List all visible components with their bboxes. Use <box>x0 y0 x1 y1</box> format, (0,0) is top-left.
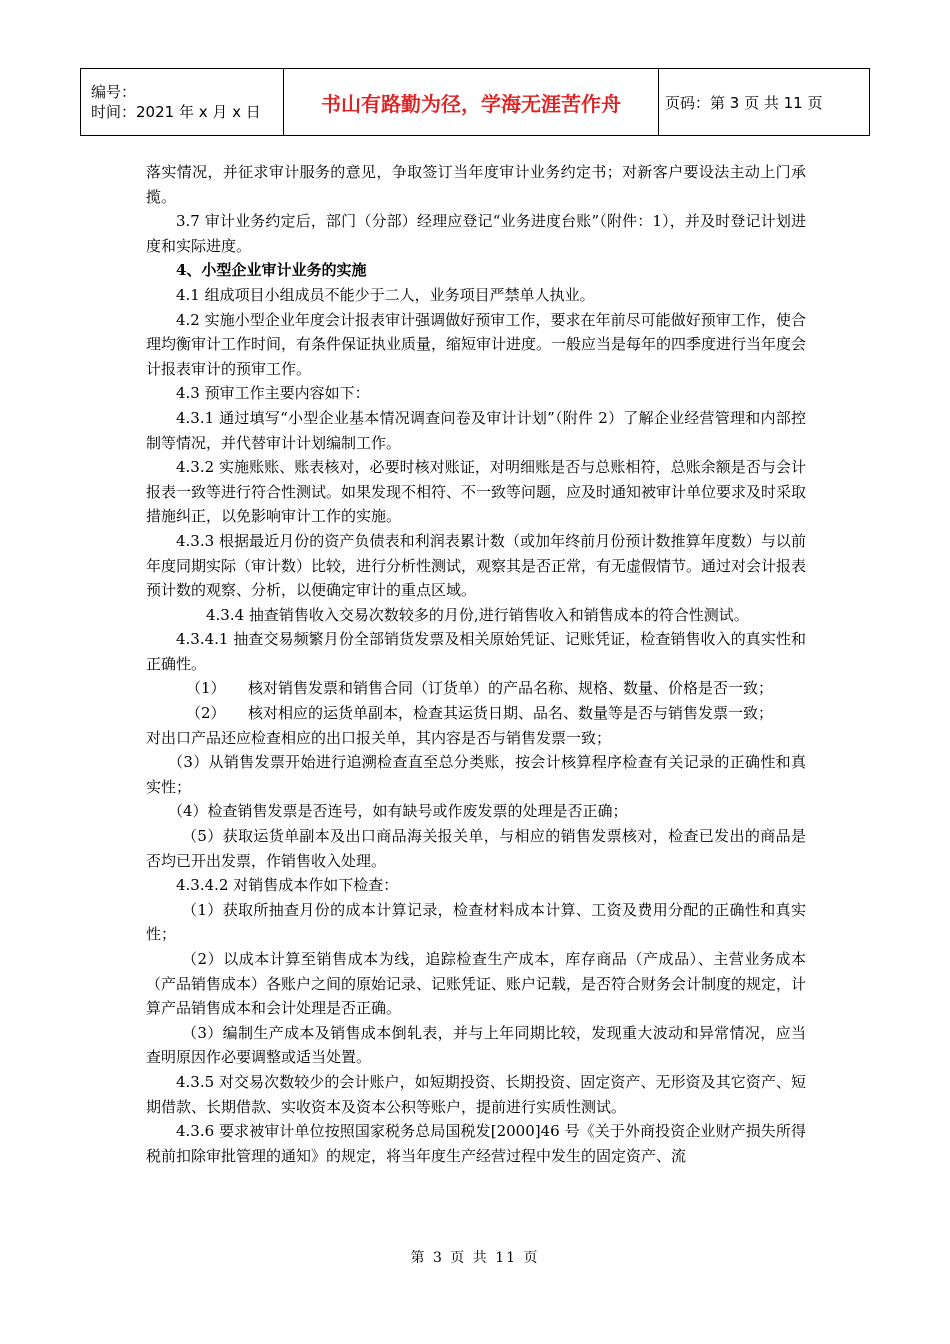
header-motto-cell <box>284 69 659 136</box>
document-date-label: 时间：2021 年 x 月 x 日 <box>91 103 261 121</box>
motto-text: 书山有路勤为径，学海无涯苦作舟 <box>321 91 621 116</box>
list-item <box>146 701 806 726</box>
document-body <box>146 160 806 1168</box>
body-paragraph: （1）获取所抽查月份的成本计算记录，检查材料成本计算、工资及费用分配的正确性和真实性； <box>146 900 806 944</box>
list-item-number: （1） <box>186 679 226 698</box>
body-paragraph: 4.3.5 对交易次数较少的会计账户，如短期投资、长期投资、固定资产、无形资及其它资产、短期借款、长期借款、实收资本及资本公积等账户，提前进行实质性测试。 <box>146 1072 806 1116</box>
list-item-text: 核对销售发票和销售合同（订货单）的产品名称、规格、数量、价格是否一致； <box>248 679 774 698</box>
body-paragraph: （4）检查销售发票是否连号，如有缺号或作废发票的处理是否正确； <box>168 802 628 821</box>
body-paragraph: 4.3.6 要求被审计单位按照国家税务总局国税发[2000]46 号《关于外商投资企业财产损失所得税前扣除审批管理的通知》的规定，将当年度生产经营过程中发生的固定资产、流 <box>146 1122 806 1165</box>
body-paragraph: 4.3.4.2 对销售成本作如下检查： <box>176 876 399 895</box>
header-page-cell <box>659 69 870 136</box>
body-paragraph: 4.3.2 实施账账、账表核对，必要时核对账证，对明细账是否与总账相符，总账余额是否与会计报表一致等进行符合性测试。如果发现不相符、不一致等问题，应及时通知被审计单位要求及时采取措施纠正，以免影响审计工作的实施。 <box>146 458 807 526</box>
body-paragraph: 对出口产品还应检查相应的出口报关单，其内容是否与销售发票一致； <box>146 728 612 747</box>
page-header <box>80 68 870 136</box>
page-number-info: 页码：第 3 页 共 11 页 <box>665 93 823 112</box>
body-paragraph: （3）编制生产成本及销售成本倒轧表，并与上年同期比较，发现重大波动和异常情况，应当查明原因作必要调整或适当处置。 <box>146 1023 806 1067</box>
body-paragraph: 4.3.1 通过填写“小型企业基本情况调查问卷及审计计划”（附件 2）了解企业经营管理和内部控制等情况，并代替审计计划编制工作。 <box>146 408 806 452</box>
body-paragraph: 落实情况，并征求审计服务的意见，争取签订当年度审计业务约定书；对新客户要设法主动上门承揽。 <box>146 163 806 206</box>
body-paragraph: 4.3.4.1 抽查交易频繁月份全部销货发票及相关原始凭证、记账凭证，检查销售收入的真实性和正确性。 <box>146 630 806 673</box>
page-footer: 第 3 页 共 11 页 <box>410 1250 540 1266</box>
body-paragraph: 4.2 实施小型企业年度会计报表审计强调做好预审工作，要求在年前尽可能做好预审工作，使合理均衡审计工作时间，有条件保证执业质量，缩短审计进度。一般应当是每年的四季度进行当年度会计报表审计的预审工作。 <box>146 310 807 378</box>
header-meta-cell <box>81 69 284 136</box>
document-number-label: 编号： <box>91 83 137 101</box>
section-heading: 4、小型企业审计业务的实施 <box>176 261 367 280</box>
list-item-text: 核对相应的运货单副本，检查其运货日期、品名、数量等是否与销售发票一致； <box>248 704 774 723</box>
list-item <box>146 676 806 701</box>
body-paragraph: 4.3.4 抽查销售收入交易次数较多的月份,进行销售收入和销售成本的符合性测试。 <box>206 605 749 624</box>
body-paragraph: 4.1 组成项目小组成员不能少于二人，业务项目严禁单人执业。 <box>176 285 595 304</box>
body-paragraph: （2）以成本计算至销售成本为线，追踪检查生产成本，库存商品（产成品）、主营业务成本（产品销售成本）各账户之间的原始记录、记账凭证、账户记载，是否符合财务会计制度的规定，计算产品销售成本和会计处理是否正确。 <box>146 950 807 1018</box>
body-paragraph: （3）从销售发票开始进行追溯检查直至总分类账，按会计核算程序检查有关记录的正确性和真实性； <box>146 753 806 796</box>
body-paragraph: （5）获取运货单副本及出口商品海关报关单，与相应的销售发票核对，检查已发出的商品是否均已开出发票，作销售收入处理。 <box>146 827 806 870</box>
body-paragraph: 4.3 预审工作主要内容如下： <box>176 384 370 403</box>
body-paragraph: 4.3.3 根据最近月份的资产负债表和利润表累计数（或加年终前月份预计数推算年度数）与以前年度同期实际（审计数）比较，进行分析性测试，观察其是否正常，有无虚假情节。通过对会计报表预计数的观察、分析，以便确定审计的重点区域。 <box>146 531 807 600</box>
list-item-number: （2） <box>186 704 226 723</box>
body-paragraph: 3.7 审计业务约定后，部门（分部）经理应登记“业务进度台账”（附件：1），并及时登记计划进度和实际进度。 <box>146 212 806 255</box>
